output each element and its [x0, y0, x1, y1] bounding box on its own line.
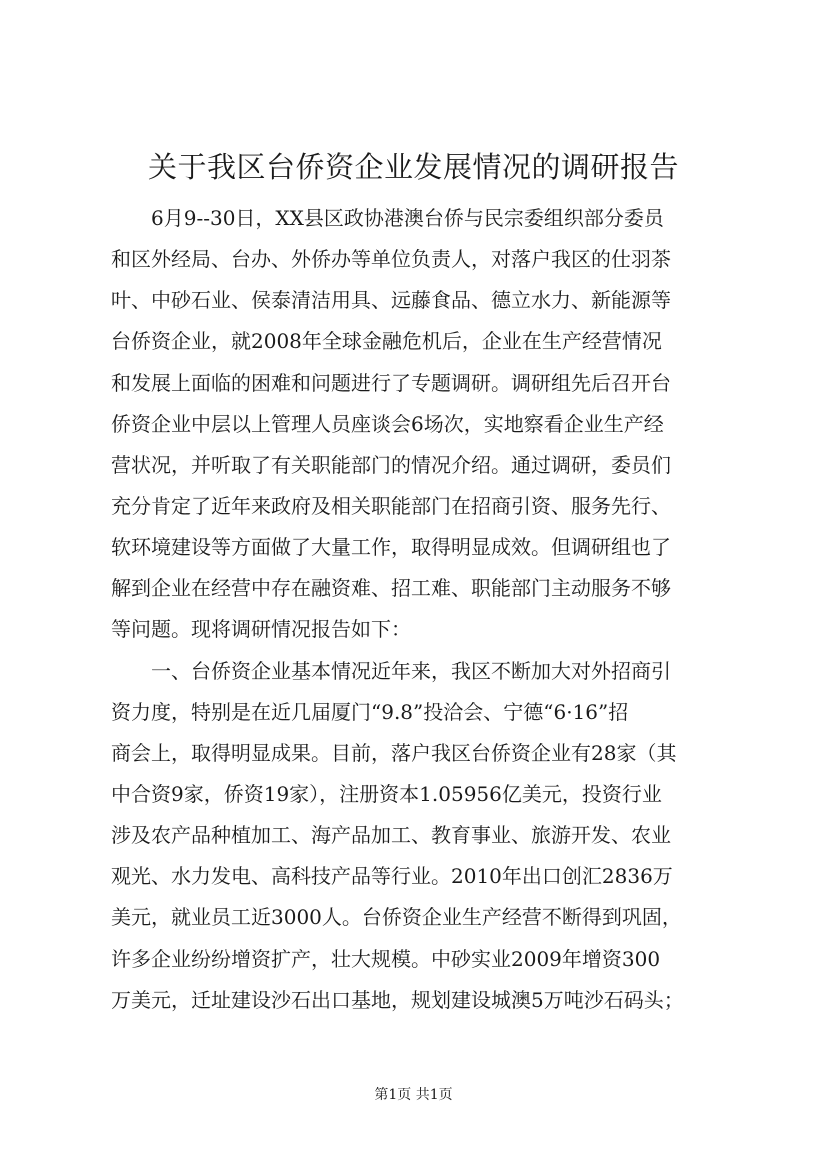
body-line: 营状况，并听取了有关职能部门的情况介绍。通过调研，委员们: [111, 452, 671, 477]
body-line: 侨资企业中层以上管理人员座谈会6场次，实地察看企业生产经: [111, 411, 664, 436]
body-line: 叶、中砂石业、侯泰清洁用具、远藤食品、德立水力、新能源等: [111, 288, 671, 313]
body-line: 万美元，迁址建设沙石出口基地，规划建设城澳5万吨沙石码头；: [111, 987, 684, 1012]
body-line: 资力度，特别是在近几届厦门“9.8”投洽会、宁德“6·16”招: [111, 699, 629, 724]
body-line: 观光、水力发电、高科技产品等行业。2010年出口创汇2836万: [111, 864, 673, 889]
body-line: 美元，就业员工近3000人。台侨资企业生产经营不断得到巩固，: [111, 905, 682, 930]
body-line: 商会上，取得明显成果。目前，落户我区台侨资企业有28家（其: [111, 740, 677, 765]
body-line: 等问题。现将调研情况报告如下：: [111, 617, 411, 642]
page-footer: 第1页 共1页: [374, 1087, 453, 1103]
document-title: 关于我区台侨资企业发展情况的调研报告: [147, 150, 679, 184]
body-line: 一、台侨资企业基本情况近年来，我区不断加大对外招商引: [111, 658, 671, 683]
body-line: 许多企业纷纷增资扩产，壮大规模。中砂实业2009年增资300: [111, 946, 661, 971]
body-line: 解到企业在经营中存在融资难、招工难、职能部门主动服务不够: [111, 576, 671, 601]
body-line: 台侨资企业，就2008年全球金融危机后，企业在生产经营情况: [111, 329, 662, 354]
body-line: 6月9--30日，XX县区政协港澳台侨与民宗委组织部分委员: [111, 206, 664, 230]
body-line: 涉及农产品种植加工、海产品加工、教育事业、旅游开发、农业: [111, 823, 671, 848]
document-body: [111, 198, 735, 1021]
body-line: 充分肯定了近年来政府及相关职能部门在招商引资、服务先行、: [111, 493, 671, 518]
body-line: 中合资9家，侨资19家），注册资本1.05956亿美元，投资行业: [111, 781, 662, 806]
body-line: 和区外经局、台办、外侨办等单位负责人，对落户我区的仕羽茶: [111, 247, 671, 272]
body-line: 和发展上面临的困难和问题进行了专题调研。调研组先后召开台: [111, 370, 671, 395]
body-line: 软环境建设等方面做了大量工作，取得明显成效。但调研组也了: [111, 535, 671, 560]
